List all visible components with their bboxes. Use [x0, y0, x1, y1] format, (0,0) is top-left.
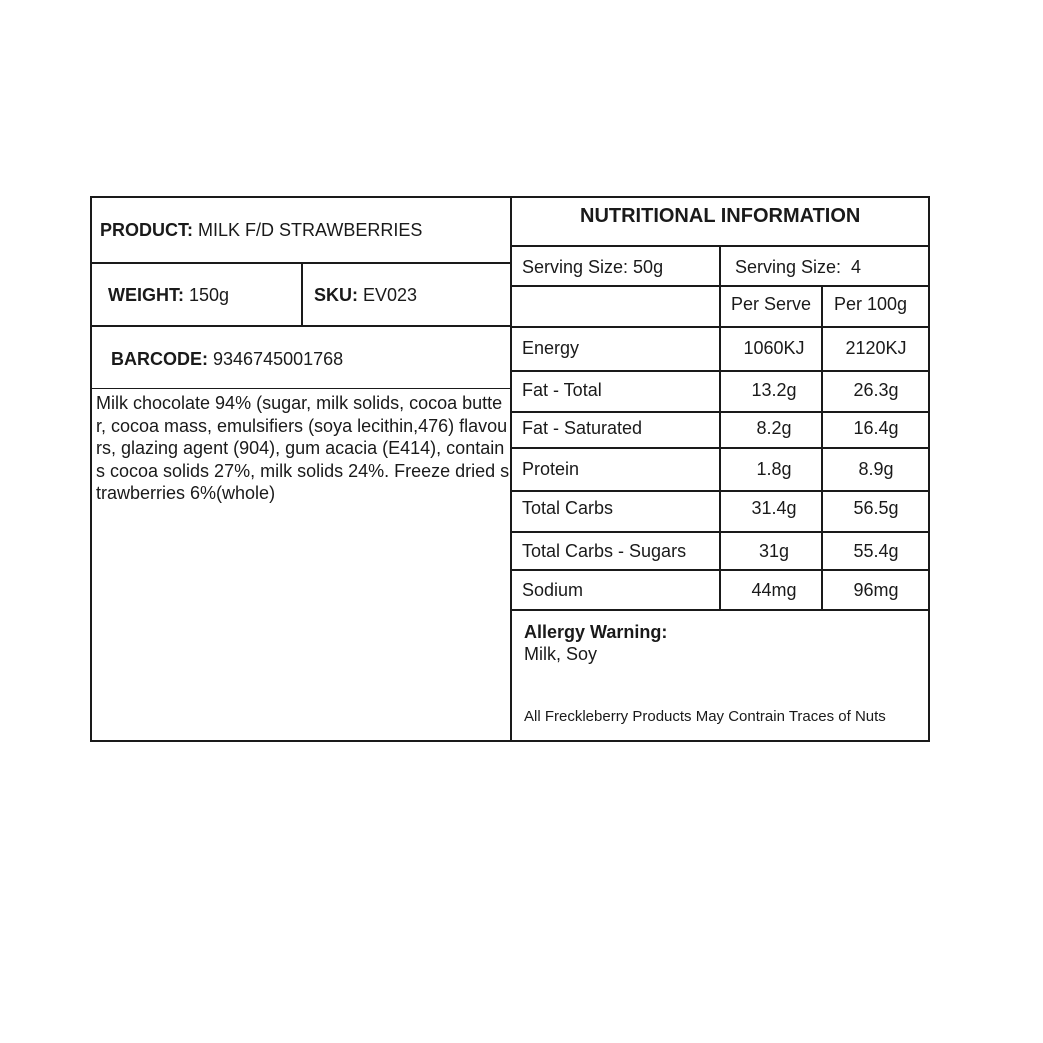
- nutrient-per-100g: 55.4g: [853, 541, 899, 561]
- nutrient-per-serve: 44mg: [751, 580, 797, 600]
- barcode-label-text: BARCODE:: [111, 349, 208, 369]
- sku-row: [314, 284, 417, 306]
- sku-value: EV023: [363, 285, 418, 305]
- serving-size: Serving Size: 50g: [522, 257, 664, 277]
- allergy-title: Allergy Warning:: [524, 622, 668, 642]
- nut-line-4: [512, 370, 930, 372]
- col-per-100g: Per 100g: [834, 294, 908, 314]
- divider-barcode: [92, 388, 510, 389]
- nutrient-per-100g: 16.4g: [853, 418, 899, 438]
- weight-label-text: WEIGHT:: [108, 285, 184, 305]
- nutrient-name: Total Carbs: [522, 498, 614, 518]
- nutrient-name: Fat - Total: [522, 380, 602, 400]
- nut-line-6: [512, 447, 930, 449]
- nut-col-divider-2: [821, 286, 823, 611]
- nut-line-1: [512, 245, 930, 247]
- product-row: [100, 219, 422, 241]
- nut-line-2: [512, 285, 930, 287]
- product-value: MILK F/D STRAWBERRIES: [198, 220, 423, 240]
- nutrient-per-serve: 8.2g: [756, 418, 792, 438]
- nutrient-per-serve: 1060KJ: [743, 338, 805, 358]
- nutrient-name: Sodium: [522, 580, 584, 600]
- barcode-row: [111, 348, 343, 370]
- nut-line-3: [512, 326, 930, 328]
- ingredients-text: Milk chocolate 94% (sugar, milk solids, cocoa butter, cocoa mass, emulsifiers (soya lecithin,476) flavours, glazing agent (904), gum acacia (E414), contains cocoa solids 27%, milk solids 24%. Freeze dried strawberries 6%(whole): [96, 393, 510, 503]
- nutrient-per-100g: 26.3g: [853, 380, 899, 400]
- divider-weight-sku: [301, 262, 303, 327]
- nut-line-9: [512, 569, 930, 571]
- weight-value: 150g: [189, 285, 230, 305]
- nutrient-name: Fat - Saturated: [522, 418, 643, 438]
- nutrient-per-serve: 1.8g: [756, 459, 792, 479]
- nutrient-name: Total Carbs - Sugars: [522, 541, 687, 561]
- product-label-text: PRODUCT:: [100, 220, 193, 240]
- sku-label-text: SKU:: [314, 285, 358, 305]
- nutrient-name: Protein: [522, 459, 580, 479]
- nutrient-per-serve: 31.4g: [751, 498, 797, 518]
- allergy-items: Milk, Soy: [524, 644, 598, 664]
- nut-line-5: [512, 411, 930, 413]
- nutrient-per-serve: 13.2g: [751, 380, 797, 400]
- barcode-value: 9346745001768: [213, 349, 344, 369]
- nut-col-divider-1: [719, 245, 721, 611]
- nutrient-per-100g: 56.5g: [853, 498, 899, 518]
- weight-row: [108, 284, 229, 306]
- nut-line-8: [512, 531, 930, 533]
- nuts-notice: All Freckleberry Products May Contrain Traces of Nuts: [524, 708, 886, 725]
- nutrient-name: Energy: [522, 338, 580, 358]
- nutrient-per-100g: 2120KJ: [845, 338, 907, 358]
- nutrient-per-100g: 96mg: [853, 580, 899, 600]
- nutrient-per-serve: 31g: [758, 541, 790, 561]
- nut-line-10: [512, 609, 930, 611]
- servings-per-pack: Serving Size: 4: [735, 257, 862, 277]
- product-label: [90, 196, 930, 742]
- nutrient-per-100g: 8.9g: [858, 459, 894, 479]
- nut-line-7: [512, 490, 930, 492]
- nutrition-title: NUTRITIONAL INFORMATION: [580, 205, 861, 227]
- col-per-serve: Per Serve: [731, 294, 812, 314]
